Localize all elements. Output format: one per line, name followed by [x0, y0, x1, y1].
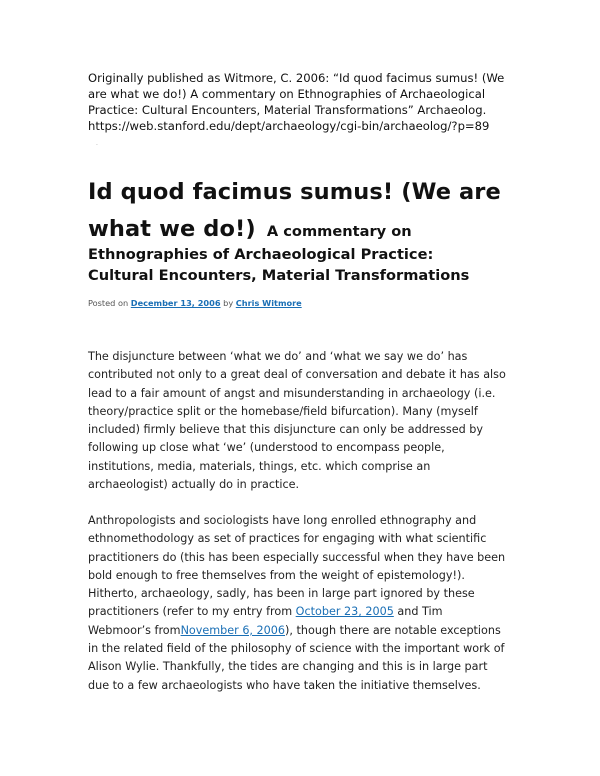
title-line-3: Ethnographies of Archaeological Practice:	[88, 246, 434, 263]
title-line-2-main: what we do!)	[88, 216, 256, 242]
paragraph-line: ethnomethodology as set of practices for engaging with what scientific	[88, 532, 487, 546]
title-line-1: Id quod facimus sumus! (We are	[88, 179, 501, 205]
citation-line: are what we do!) A commentary on Ethnographies of Archaeological	[88, 87, 486, 101]
paragraph-line: institutions, media, materials, things, etc. which comprise an	[88, 459, 431, 473]
paragraph-line	[88, 622, 528, 640]
paragraph-1	[88, 348, 528, 494]
document-page	[88, 70, 528, 692]
paragraph-2	[88, 512, 528, 695]
paragraph-line	[88, 603, 528, 621]
post-date-link[interactable]: December 13, 2006	[130, 298, 221, 308]
stray-dot-mark: ·	[96, 142, 98, 149]
paragraph-line: Alison Wylie. Thankfully, the tides are changing and this is in large part	[88, 660, 488, 674]
paragraph-line: bold enough to free themselves from the weight of epistemology!).	[88, 568, 465, 582]
citation-url: https://web.stanford.edu/dept/archaeology/cgi-bin/archaeolog/?p=89	[88, 119, 490, 133]
text-segment: and Tim	[393, 605, 443, 619]
paragraph-line: theory/practice split or the homebase/field bifurcation). Many (myself	[88, 404, 478, 418]
paragraph-line: The disjuncture between ‘what we do’ and ‘what we say we do’ has	[88, 350, 468, 363]
citation-block	[88, 70, 528, 134]
paragraph-line: archaeologist) actually do in practice.	[88, 478, 300, 492]
title-line-4: Cultural Encounters, Material Transformations	[88, 267, 470, 284]
text-segment: Webmoor’s from	[88, 623, 181, 637]
paragraph-line: due to a few archaeologists who have taken the initiative themselves.	[88, 678, 481, 692]
post-meta	[88, 298, 302, 308]
paragraph-line: lead to a fair amount of angst and misunderstanding in archaeology (i.e.	[88, 386, 496, 400]
title-line-2-sub: A commentary on	[266, 223, 412, 240]
citation-line: Originally published as Witmore, C. 2006: “Id quod facimus sumus! (We	[88, 71, 505, 85]
paragraph-line: Hitherto, archaeology, sadly, has been in large part ignored by these	[88, 587, 475, 601]
paragraph-line: following up close what ‘we’ (understood to encompass people,	[88, 441, 445, 455]
paragraph-line: practitioners do (this has been especially successful when they have been	[88, 550, 506, 564]
paragraph-line: in the related field of the philosophy of science with the important work of	[88, 642, 505, 656]
paragraph-line: contributed not only to a great deal of conversation and debate it has also	[88, 368, 506, 382]
posted-on-label: Posted on	[88, 298, 129, 308]
october-2005-entry-link[interactable]: October 23, 2005	[295, 605, 394, 619]
paragraph-line: Anthropologists and sociologists have long enrolled ethnography and	[88, 514, 477, 527]
title-line-2	[88, 206, 528, 244]
text-segment: ), though there are notable exceptions	[285, 623, 501, 637]
november-2006-entry-link[interactable]: November 6, 2006	[180, 623, 286, 637]
post-title	[88, 178, 528, 286]
paragraph-line: included) firmly believe that this disjuncture can only be addressed by	[88, 423, 483, 437]
citation-line: Practice: Cultural Encounters, Material Transformations” Archaeolog.	[88, 103, 487, 117]
author-link[interactable]: Chris Witmore	[235, 298, 302, 308]
text-segment: practitioners (refer to my entry from	[88, 605, 296, 619]
by-label: by	[223, 298, 234, 308]
